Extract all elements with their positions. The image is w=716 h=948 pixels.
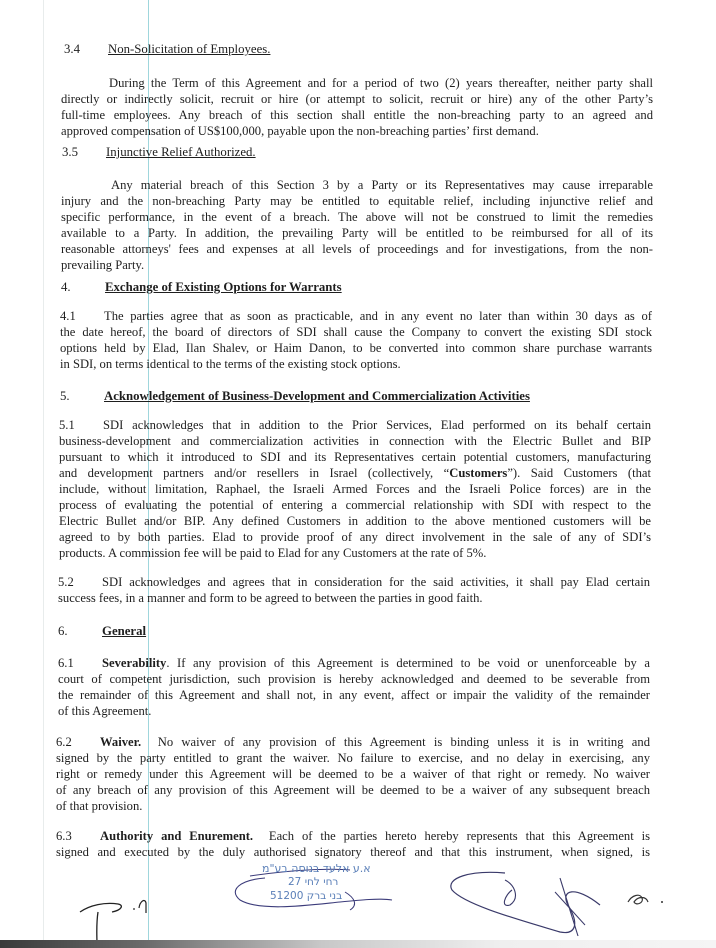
stamp-line-city: בני ברק 51200 bbox=[270, 890, 343, 902]
paragraph-number: 5.2 bbox=[58, 575, 74, 589]
text-line: products. A commission fee will be paid to Elad for any Customers at the rate of 5%. bbox=[59, 546, 487, 560]
paragraph-number: 4.1 bbox=[60, 309, 76, 323]
text-line: right or remedy under this Agreement will be deemed to be a waiver of that right or remedy. No waiver bbox=[56, 767, 650, 781]
scan-bottom-edge bbox=[0, 940, 716, 948]
section-number: 4. bbox=[61, 280, 71, 294]
text-line: injury and the non-breaching Party may be entitled to equitable relief, including injunctive relief and bbox=[61, 194, 653, 208]
text-line: of this Agreement. bbox=[58, 704, 152, 718]
paragraph-number: 6.3 bbox=[56, 829, 72, 843]
text-line: The parties agree that as soon as practicable, and in any event no later than within 30 days as of bbox=[104, 309, 652, 323]
paragraph-number: 5.1 bbox=[59, 418, 75, 432]
paragraph-number: 6.1 bbox=[58, 656, 74, 670]
text-line: approved compensation of US$100,000, payable upon the non-breaching parties’ first demand. bbox=[61, 124, 539, 138]
paragraph-number: 6.2 bbox=[56, 735, 72, 749]
clause-lead: Authority and Enurement. bbox=[100, 829, 254, 843]
paragraph-6-2 bbox=[56, 734, 650, 814]
section-title: Exchange of Existing Options for Warrants bbox=[105, 280, 342, 294]
text-line: prevailing Party. bbox=[61, 258, 145, 272]
text-line: options held by Elad, Ilan Shalev, or Haim Danon, to be converted into common share purchase warrants bbox=[60, 341, 652, 355]
text-line: signed by the party entitled to grant the waiver. No failure to exercise, and no delay in exercising, any bbox=[56, 751, 650, 765]
section-number: 3.4 bbox=[64, 42, 80, 56]
text-line: SDI acknowledges and agrees that in consideration for the said activities, it shall pay Elad certain bbox=[102, 575, 650, 589]
text-line: pursuant to which it introduced to SDI and its Representatives certain potential customers, manufacturing bbox=[59, 450, 651, 464]
defined-term: Customers bbox=[449, 466, 508, 480]
text-line: signed and executed by the duly authorised signatory thereof and that this instrument, when signed, is bbox=[56, 845, 650, 859]
text-line: reasonable attorneys' fees and expenses at all levels of proceedings and for investigations, from the non- bbox=[61, 242, 653, 256]
section-title: Non-Solicitation of Employees. bbox=[108, 42, 271, 56]
text-line: Each of the parties hereto hereby represents that this Agreement is bbox=[253, 829, 650, 843]
text-line: of that provision. bbox=[56, 799, 143, 813]
text-line: . If any provision of this Agreement is determined to be void or unenforceable by a bbox=[166, 656, 650, 670]
clause-lead: Waiver. bbox=[100, 735, 142, 749]
text-line: of any breach of any provision of this Agreement will be deemed to be a waiver of any subsequent breach bbox=[56, 783, 650, 797]
paragraph-3-4 bbox=[61, 75, 653, 139]
paragraph-6-1 bbox=[58, 655, 650, 719]
text-line: During the Term of this Agreement and for a period of two (2) years thereafter, neither party shall bbox=[109, 76, 653, 90]
text-line: full-time employees. Any breach of this section shall entitle the non-breaching party to an agreed and bbox=[61, 108, 653, 122]
text-line: agreed to by both parties. Elad to provide proof of any direct involvement in the sale of any of SDI’s bbox=[59, 530, 651, 544]
text-line: available to a Party. In addition, the prevailing Party will be entitled to be reimbursed for all of its bbox=[61, 226, 653, 240]
section-title: Acknowledgement of Business-Development and Commercialization Activities bbox=[104, 389, 530, 403]
text-line: directly or indirectly solicit, recruit or hire (or attempt to solicit, recruit or hire) any of the other Party’s bbox=[61, 92, 653, 106]
section-number: 5. bbox=[60, 389, 70, 403]
text-line: No waiver of any provision of this Agreement is binding unless it is in writing and bbox=[141, 735, 650, 749]
text-line: include, without limitation, Raphael, the Israeli Armed Forces and the Israeli Police forces) are in the bbox=[59, 482, 651, 496]
text-line: specific performance, in the event of a breach. The above will not be construed to limit the remedies bbox=[61, 210, 653, 224]
text-line: success fees, in a manner and form to be agreed to between the parties in good faith. bbox=[58, 591, 483, 605]
text-line: the remainder of this Agreement and shall not, in any event, affect or impair the validity of the remainder bbox=[58, 688, 650, 702]
scan-edge bbox=[43, 0, 44, 948]
paragraph-5-2 bbox=[58, 574, 650, 606]
text-line: process of evaluating the potential of entering a commercial relationship with SDI with respect to the bbox=[59, 498, 651, 512]
text-line: the date hereof, the board of directors of SDI shall cause the Company to convert the existing SDI stock bbox=[60, 325, 652, 339]
section-number: 3.5 bbox=[62, 145, 78, 159]
section-number: 6. bbox=[58, 624, 68, 638]
text-line: in SDI, on terms identical to the terms of the existing stock options. bbox=[60, 357, 401, 371]
stamp-line-street: רחי לחי 27 bbox=[288, 876, 339, 888]
signature-area bbox=[0, 855, 716, 945]
text-line: SDI acknowledges that in addition to the Prior Services, Elad performed on its behalf certain bbox=[103, 418, 651, 432]
text-line: Electric Bullet and/or BIP. Any defined Customers in addition to the above mentioned customers will be bbox=[59, 514, 651, 528]
text-line: court of competent jurisdiction, such provision is hereby acknowledged and deemed to be severable from bbox=[58, 672, 650, 686]
text-line: Any material breach of this Section 3 by a Party or its Representatives may cause irreparable bbox=[111, 178, 653, 192]
text-line: and development partners and/or resellers in Israel (collectively, “Customers”). Said Customers (that bbox=[59, 466, 651, 480]
paragraph-4-1 bbox=[60, 308, 652, 372]
text-line: business-development and commercialization activities in connection with the Electric Bullet and BIP bbox=[59, 434, 651, 448]
paragraph-3-5 bbox=[61, 177, 653, 273]
paragraph-5-1 bbox=[59, 417, 651, 561]
clause-lead: Severability bbox=[102, 656, 167, 670]
stamp-line-company: א.ע אלעד בנוסה בע"מ bbox=[262, 862, 371, 875]
section-title: Injunctive Relief Authorized. bbox=[106, 145, 256, 159]
section-title: General bbox=[102, 624, 147, 638]
